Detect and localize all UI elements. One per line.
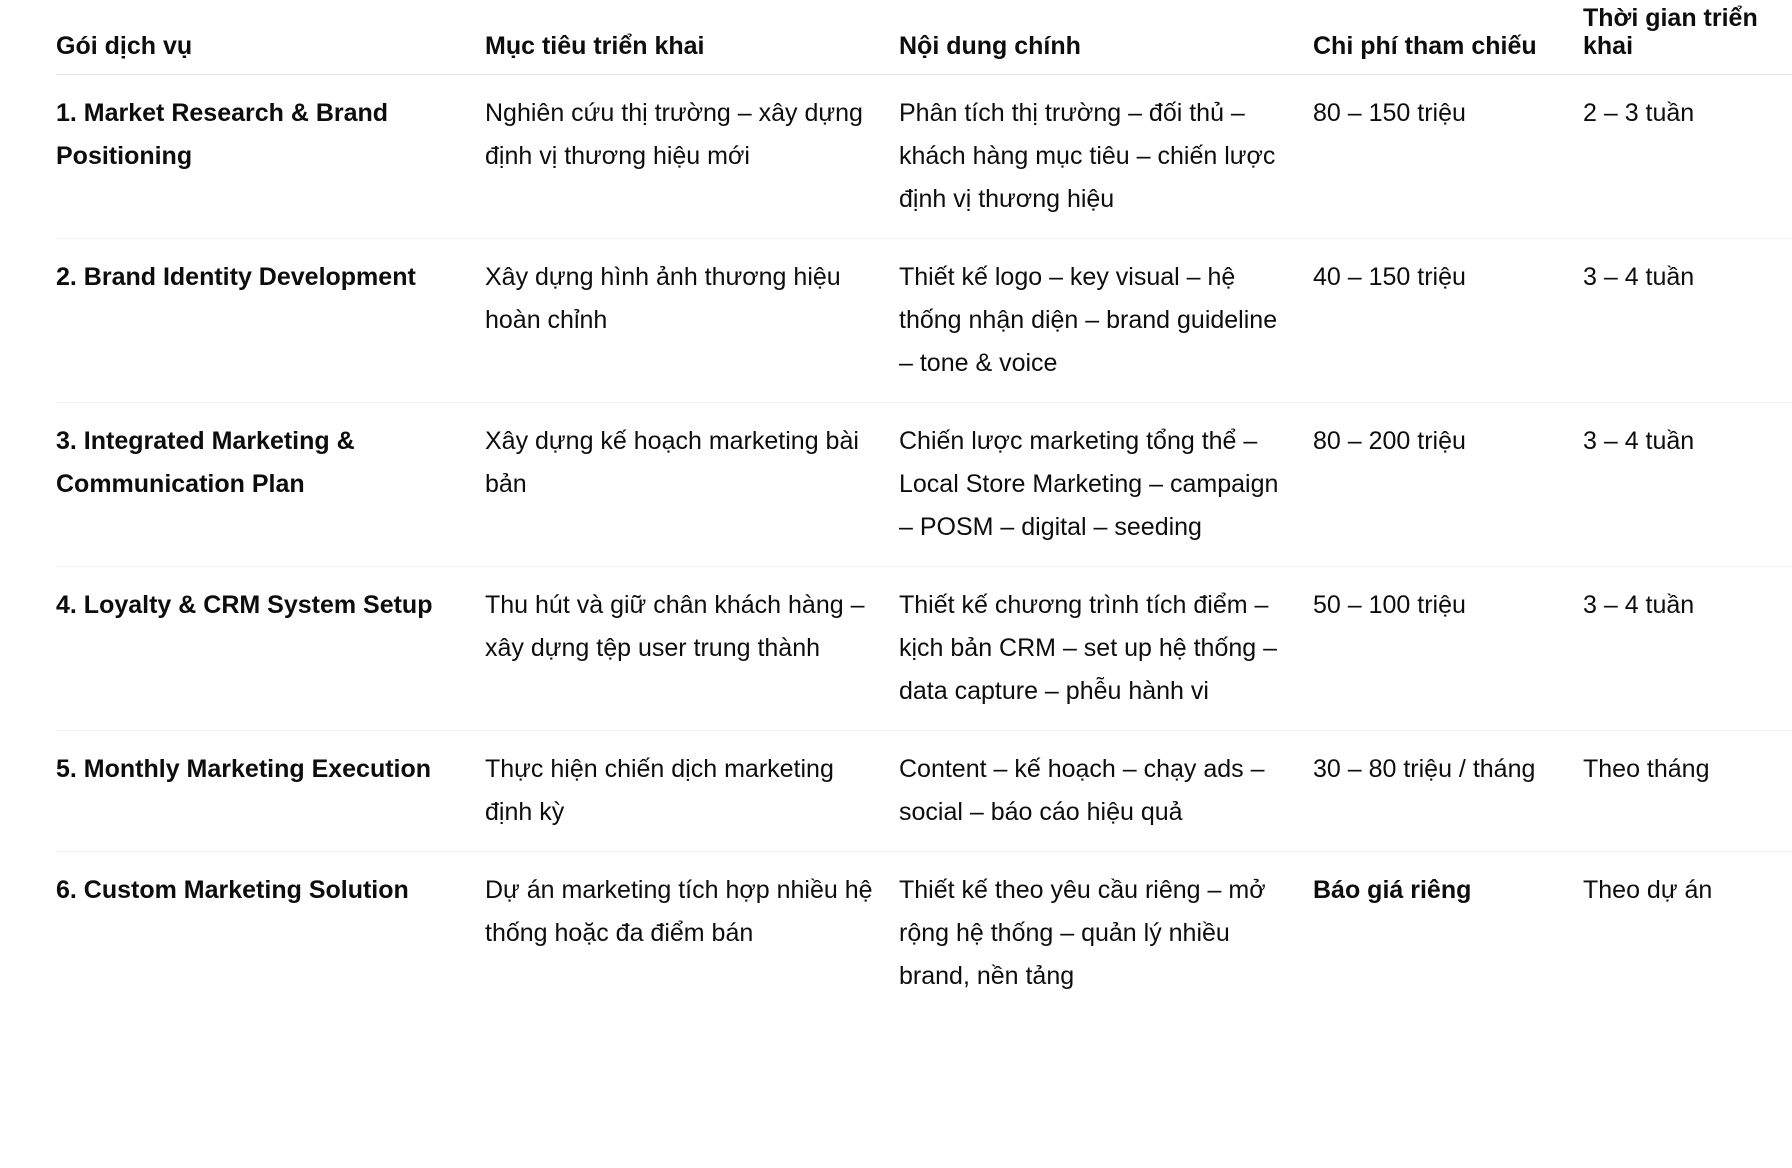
table-row bbox=[56, 403, 1792, 567]
cell-cost: 30 – 80 triệu / tháng bbox=[1313, 731, 1583, 852]
service-pricing-table bbox=[56, 0, 1792, 1015]
cell-content: Phân tích thị trường – đối thủ – khách hàng mục tiêu – chiến lược định vị thương hiệu bbox=[899, 75, 1313, 239]
cell-package: 3. Integrated Marketing & Communication Plan bbox=[56, 403, 485, 567]
cell-package: 5. Monthly Marketing Execution bbox=[56, 731, 485, 852]
cell-duration: 3 – 4 tuần bbox=[1583, 239, 1792, 403]
cell-cost: 80 – 150 triệu bbox=[1313, 75, 1583, 239]
header-package: Gói dịch vụ bbox=[56, 0, 485, 75]
cell-content: Thiết kế chương trình tích điểm – kịch bản CRM – set up hệ thống – data capture – phễu hành vi bbox=[899, 567, 1313, 731]
custom-quote-label: Báo giá riêng bbox=[1313, 876, 1472, 904]
header-duration: Thời gian triển khai bbox=[1583, 0, 1792, 75]
cell-content: Content – kế hoạch – chạy ads – social – báo cáo hiệu quả bbox=[899, 731, 1313, 852]
cell-goal: Thu hút và giữ chân khách hàng – xây dựng tệp user trung thành bbox=[485, 567, 899, 731]
cell-goal: Xây dựng hình ảnh thương hiệu hoàn chỉnh bbox=[485, 239, 899, 403]
table-row bbox=[56, 567, 1792, 731]
cell-duration: 3 – 4 tuần bbox=[1583, 567, 1792, 731]
table-header bbox=[56, 0, 1792, 75]
cell-cost: 50 – 100 triệu bbox=[1313, 567, 1583, 731]
cell-package: 4. Loyalty & CRM System Setup bbox=[56, 567, 485, 731]
cell-goal: Dự án marketing tích hợp nhiều hệ thống hoặc đa điểm bán bbox=[485, 876, 873, 947]
cell-goal: Thực hiện chiến dịch marketing định kỳ bbox=[485, 731, 899, 852]
cell-duration: 3 – 4 tuần bbox=[1583, 403, 1792, 567]
table-row bbox=[56, 731, 1792, 852]
cell-content: Thiết kế logo – key visual – hệ thống nhận diện – brand guideline – tone & voice bbox=[899, 239, 1313, 403]
header-cost: Chi phí tham chiếu bbox=[1313, 0, 1583, 75]
cell-duration: Theo tháng bbox=[1583, 731, 1792, 852]
cell-content: Chiến lược marketing tổng thể – Local Store Marketing – campaign – POSM – digital – seeding bbox=[899, 403, 1313, 567]
cell-duration: 2 – 3 tuần bbox=[1583, 75, 1792, 239]
cell-goal: Xây dựng kế hoạch marketing bài bản bbox=[485, 403, 899, 567]
cell-goal: Nghiên cứu thị trường – xây dựng định vị thương hiệu mới bbox=[485, 75, 899, 239]
table-row bbox=[56, 852, 1792, 1016]
cell-package: 2. Brand Identity Development bbox=[56, 239, 485, 403]
table-row bbox=[56, 75, 1792, 239]
cell-cost: 80 – 200 triệu bbox=[1313, 403, 1583, 567]
cell-cost bbox=[1313, 852, 1583, 1016]
cell-content: Thiết kế theo yêu cầu riêng – mở rộng hệ thống – quản lý nhiều brand, nền tảng bbox=[899, 876, 1266, 990]
service-pricing-table-container bbox=[56, 0, 1792, 1015]
table-body bbox=[56, 75, 1792, 1016]
header-content: Nội dung chính bbox=[899, 0, 1313, 75]
header-row bbox=[56, 0, 1792, 75]
cell-duration: Theo dự án bbox=[1583, 876, 1713, 904]
cell-package: 1. Market Research & Brand Positioning bbox=[56, 75, 485, 239]
header-goal: Mục tiêu triển khai bbox=[485, 0, 899, 75]
table-row bbox=[56, 239, 1792, 403]
cell-package: 6. Custom Marketing Solution bbox=[56, 876, 409, 904]
cell-cost: 40 – 150 triệu bbox=[1313, 239, 1583, 403]
